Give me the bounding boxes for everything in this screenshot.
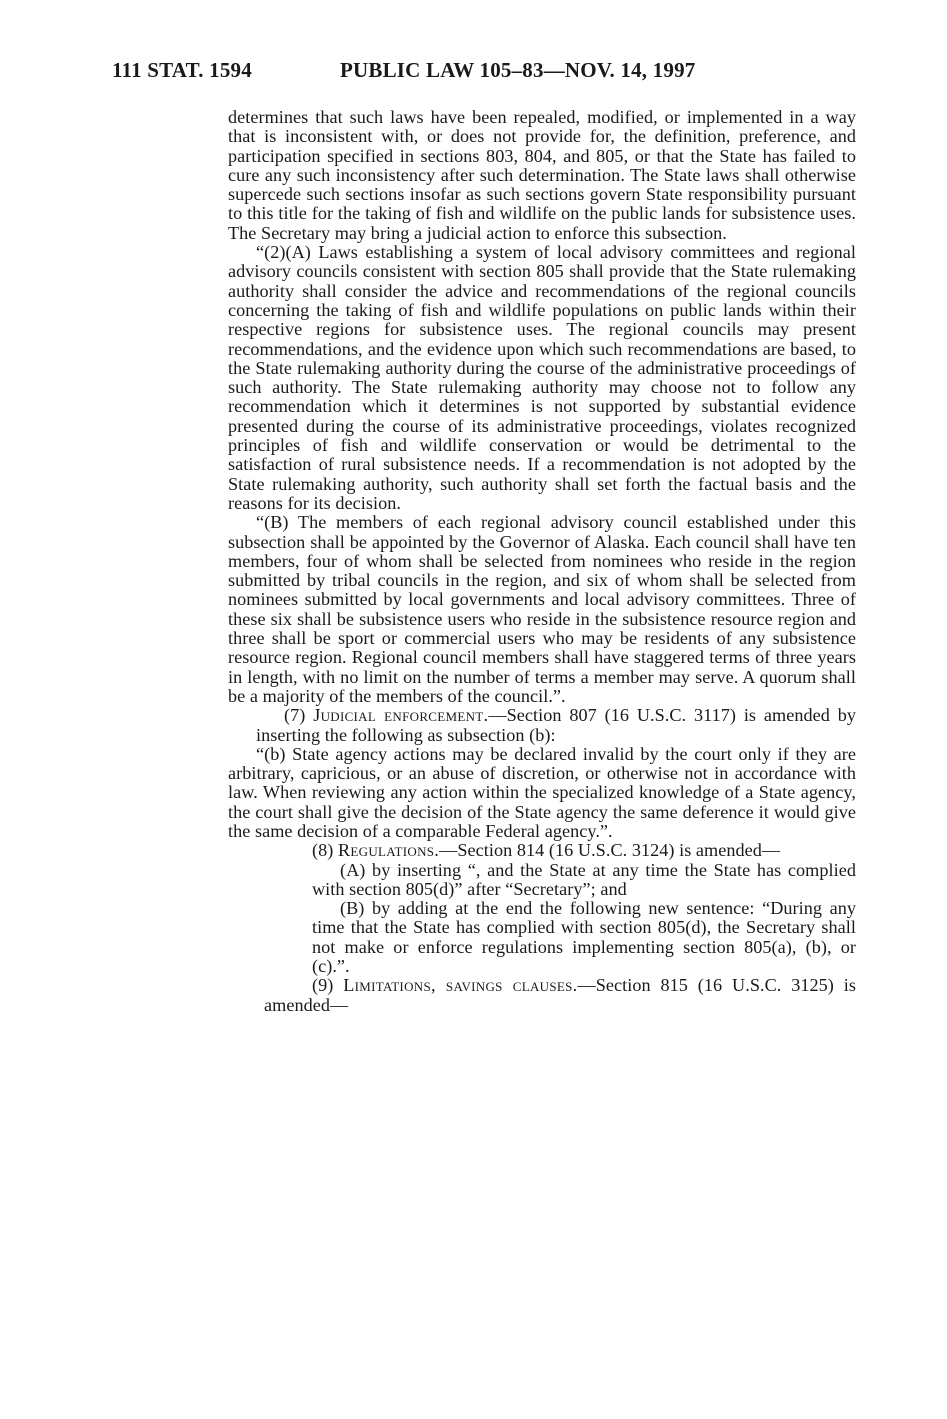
- public-law-citation: PUBLIC LAW 105–83—NOV. 14, 1997: [340, 58, 696, 82]
- section-8-regulations: [228, 841, 856, 860]
- section-8-number: (8): [312, 840, 338, 861]
- section-8-text: —Section 814 (16 U.S.C. 3124) is amended—: [439, 840, 781, 861]
- section-9-heading: Limitations, savings clauses.: [343, 975, 578, 996]
- document-body: [228, 108, 856, 1015]
- section-9-number: (9): [312, 975, 344, 996]
- section-7-number: (7): [284, 705, 314, 726]
- paragraph-2b: “(B) The members of each regional advisory council established under this subsection shall be appointed by the Governor of Alaska. Each council shall have ten members, four of whom shall be selected from nominees who reside in the region submitted by tribal councils in the region, and six of whom shall be selected from nominees submitted by local governments and local advisory committees. Three of these six shall be subsistence users who reside in the subsistence resource region and three shall be sport or commercial users who may be residents of any subsistence resource region. Regional council members shall have staggered terms of three years in length, with no limit on the number of terms a member may serve. A quorum shall be a majority of the members of the council.”.: [228, 512, 856, 706]
- section-9-text: —Section 815 (16 U.S.C. 3125) is amended—: [264, 975, 856, 1015]
- section-8-heading: Regulations.: [337, 840, 440, 861]
- clause-b: (B) by adding at the end the following new sentence: “During any time that the State has complied with section 805(d), the Secretary shall not make or enforce regulations implementing section 805(a), (b), or (c).”.: [312, 898, 856, 977]
- paragraph-2a: “(2)(A) Laws establishing a system of local advisory committees and regional advisory councils consistent with section 805 shall provide that the State rulemaking authority shall consider the advice and recommendations of the regional councils concerning the taking of fish and wildlife populations on public lands within their respective regions for subsistence uses. The regional councils may present recommendations, and the evidence upon which such recommendations are based, to the State rulemaking authority during the course of the administrative proceedings of such authority. The State rulemaking authority may choose not to follow any recommendation which it determines is not supported by substantial evidence presented during the course of its administrative proceedings, violates recognized principles of fish and wildlife conservation or would be detrimental to the satisfaction of rural subsistence needs. If a recommendation is not adopted by the State rulemaking authority, such authority shall set forth the factual basis and the reasons for its decision.: [228, 242, 856, 513]
- subsection-b-text: “(b) State agency actions may be declared invalid by the court only if they are arbitrary, capricious, or an abuse of discretion, or otherwise not in accordance with law. When reviewing any action within the specialized knowledge of a State agency, the court shall give the decision of the State agency the same deference it would give the same decision of a comparable Federal agency.”.: [228, 743, 856, 841]
- section-7-heading: Judicial enforcement.: [313, 705, 489, 726]
- clause-a: (A) by inserting “, and the State at any time the State has complied with section 805(d)” after “Secretary”; and: [312, 859, 856, 899]
- section-7-judicial-enforcement: [200, 706, 856, 745]
- section-9-limitations: [228, 976, 856, 1015]
- paragraph-continuation: determines that such laws have been repealed, modified, or implemented in a way that is inconsistent with, or does not provide for, the definition, preference, and participation specified in sections 803, 804, and 805, or that the State has failed to cure any such inconsistency after such determination. The State laws shall otherwise supercede such sections insofar as such sections govern State responsibility pursuant to this title for the taking of fish and wildlife on the public lands for subsistence uses. The Secretary may bring a judicial action to enforce this subsection.: [228, 107, 856, 243]
- statute-citation: 111 STAT. 1594: [112, 58, 252, 82]
- section-7-text: —Section 807 (16 U.S.C. 3117) is amended by inserting the following as subsection (b):: [256, 705, 856, 745]
- page-header: [112, 58, 872, 88]
